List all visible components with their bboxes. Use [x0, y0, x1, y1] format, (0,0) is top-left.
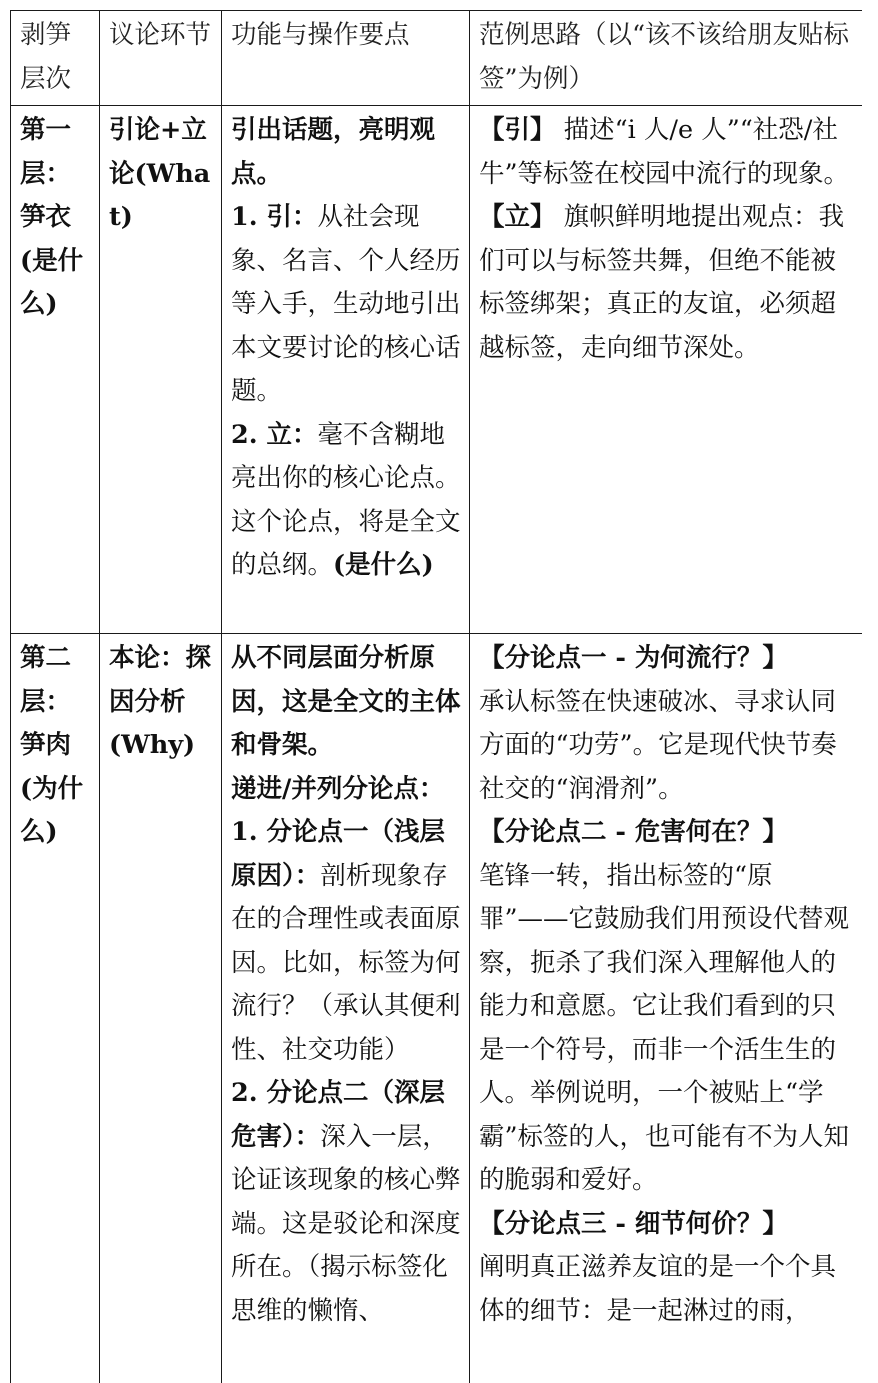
point-label: 1. 分论点一（浅层原因）：: [231, 817, 445, 891]
table-row: [11, 634, 863, 1383]
table-header-row: [11, 11, 863, 106]
header-layer: 剥笋层次: [11, 11, 100, 106]
example-text: 描述“i 人/e 人”“社恐/社牛”等标签在校园中流行的现象。: [479, 115, 850, 189]
function-point: [231, 196, 461, 414]
essay-structure-table: [10, 10, 862, 1383]
point-label: 1. 引：: [231, 202, 318, 232]
function-heading: 从不同层面分析原因，这是全文的主体和骨架。: [231, 643, 461, 760]
example-tag: 【分论点二 - 危害何在？】: [479, 817, 788, 847]
function-cell: [222, 106, 470, 634]
function-subheading: 递进/并列分论点：: [231, 773, 445, 804]
stage-cell: 本论：探因分析(Why): [100, 634, 222, 1383]
function-point: [231, 414, 461, 588]
header-example: 范例思路（以“该不该给朋友贴标签”为例）: [470, 11, 863, 106]
point-text: 毫不含糊地亮出你的核心论点。这个论点，将是全文的总纲。: [231, 419, 461, 580]
function-point: [231, 811, 461, 1072]
example-tag: 【立】: [479, 202, 556, 232]
layer-cell: 第一层：笋衣(是什么): [11, 106, 100, 634]
point-text: 从社会现象、名言、个人经历等入手，生动地引出本文要讨论的核心话题。: [231, 202, 461, 406]
header-function: 功能与操作要点: [222, 11, 470, 106]
point-label: 2. 分论点二（深层危害）：: [231, 1078, 445, 1152]
function-heading: 引出话题，亮明观点。: [231, 115, 436, 189]
example-cell: [470, 106, 863, 634]
header-stage: 议论环节: [100, 11, 222, 106]
example-text: 承认标签在快速破冰、寻求认同方面的“功劳”。它是现代快节奏社交的“润滑剂”。: [479, 686, 837, 804]
example-text: 阐明真正滋养友谊的是一个个具体的细节：是一起淋过的雨，: [479, 1252, 837, 1326]
example-tag: 【分论点三 - 细节何价？】: [479, 1208, 788, 1239]
table-row: [11, 106, 863, 634]
document-page: [10, 10, 862, 1383]
stage-cell: 引论+立论(What): [100, 106, 222, 634]
point-text: 深入一层，论证该现象的核心弊端。这是驳论和深度所在。（揭示标签化思维的懒惰、: [231, 1121, 461, 1326]
function-cell: [222, 634, 470, 1383]
example-tag: 【分论点一 - 为何流行？】: [479, 643, 788, 673]
example-text: 笔锋一转，指出标签的“原罪”——它鼓励我们用预设代替观察，扼杀了我们深入理解他人的能力和意愿。它让我们看到的只是一个符号，而非一个活生生的人。举例说明，一个被贴上“学霸”标签的人，也可能有不为人知的脆弱和爱好。: [479, 860, 850, 1195]
example-text: 旗帜鲜明地提出观点：我们可以与标签共舞，但绝不能被标签绑架；真正的友谊，必须超越标签，走向细节深处。: [479, 202, 845, 363]
example-cell: [470, 634, 863, 1383]
example-tag: 【引】: [479, 115, 556, 145]
function-point: [231, 1072, 461, 1333]
point-text: 剖析现象存在的合理性或表面原因。比如，标签为何流行？（承认其便利性、社交功能）: [231, 860, 461, 1065]
point-label: 2. 立：: [231, 419, 318, 450]
layer-cell: 第二层：笋肉(为什么): [11, 634, 100, 1383]
point-tag: (是什么): [333, 550, 434, 580]
